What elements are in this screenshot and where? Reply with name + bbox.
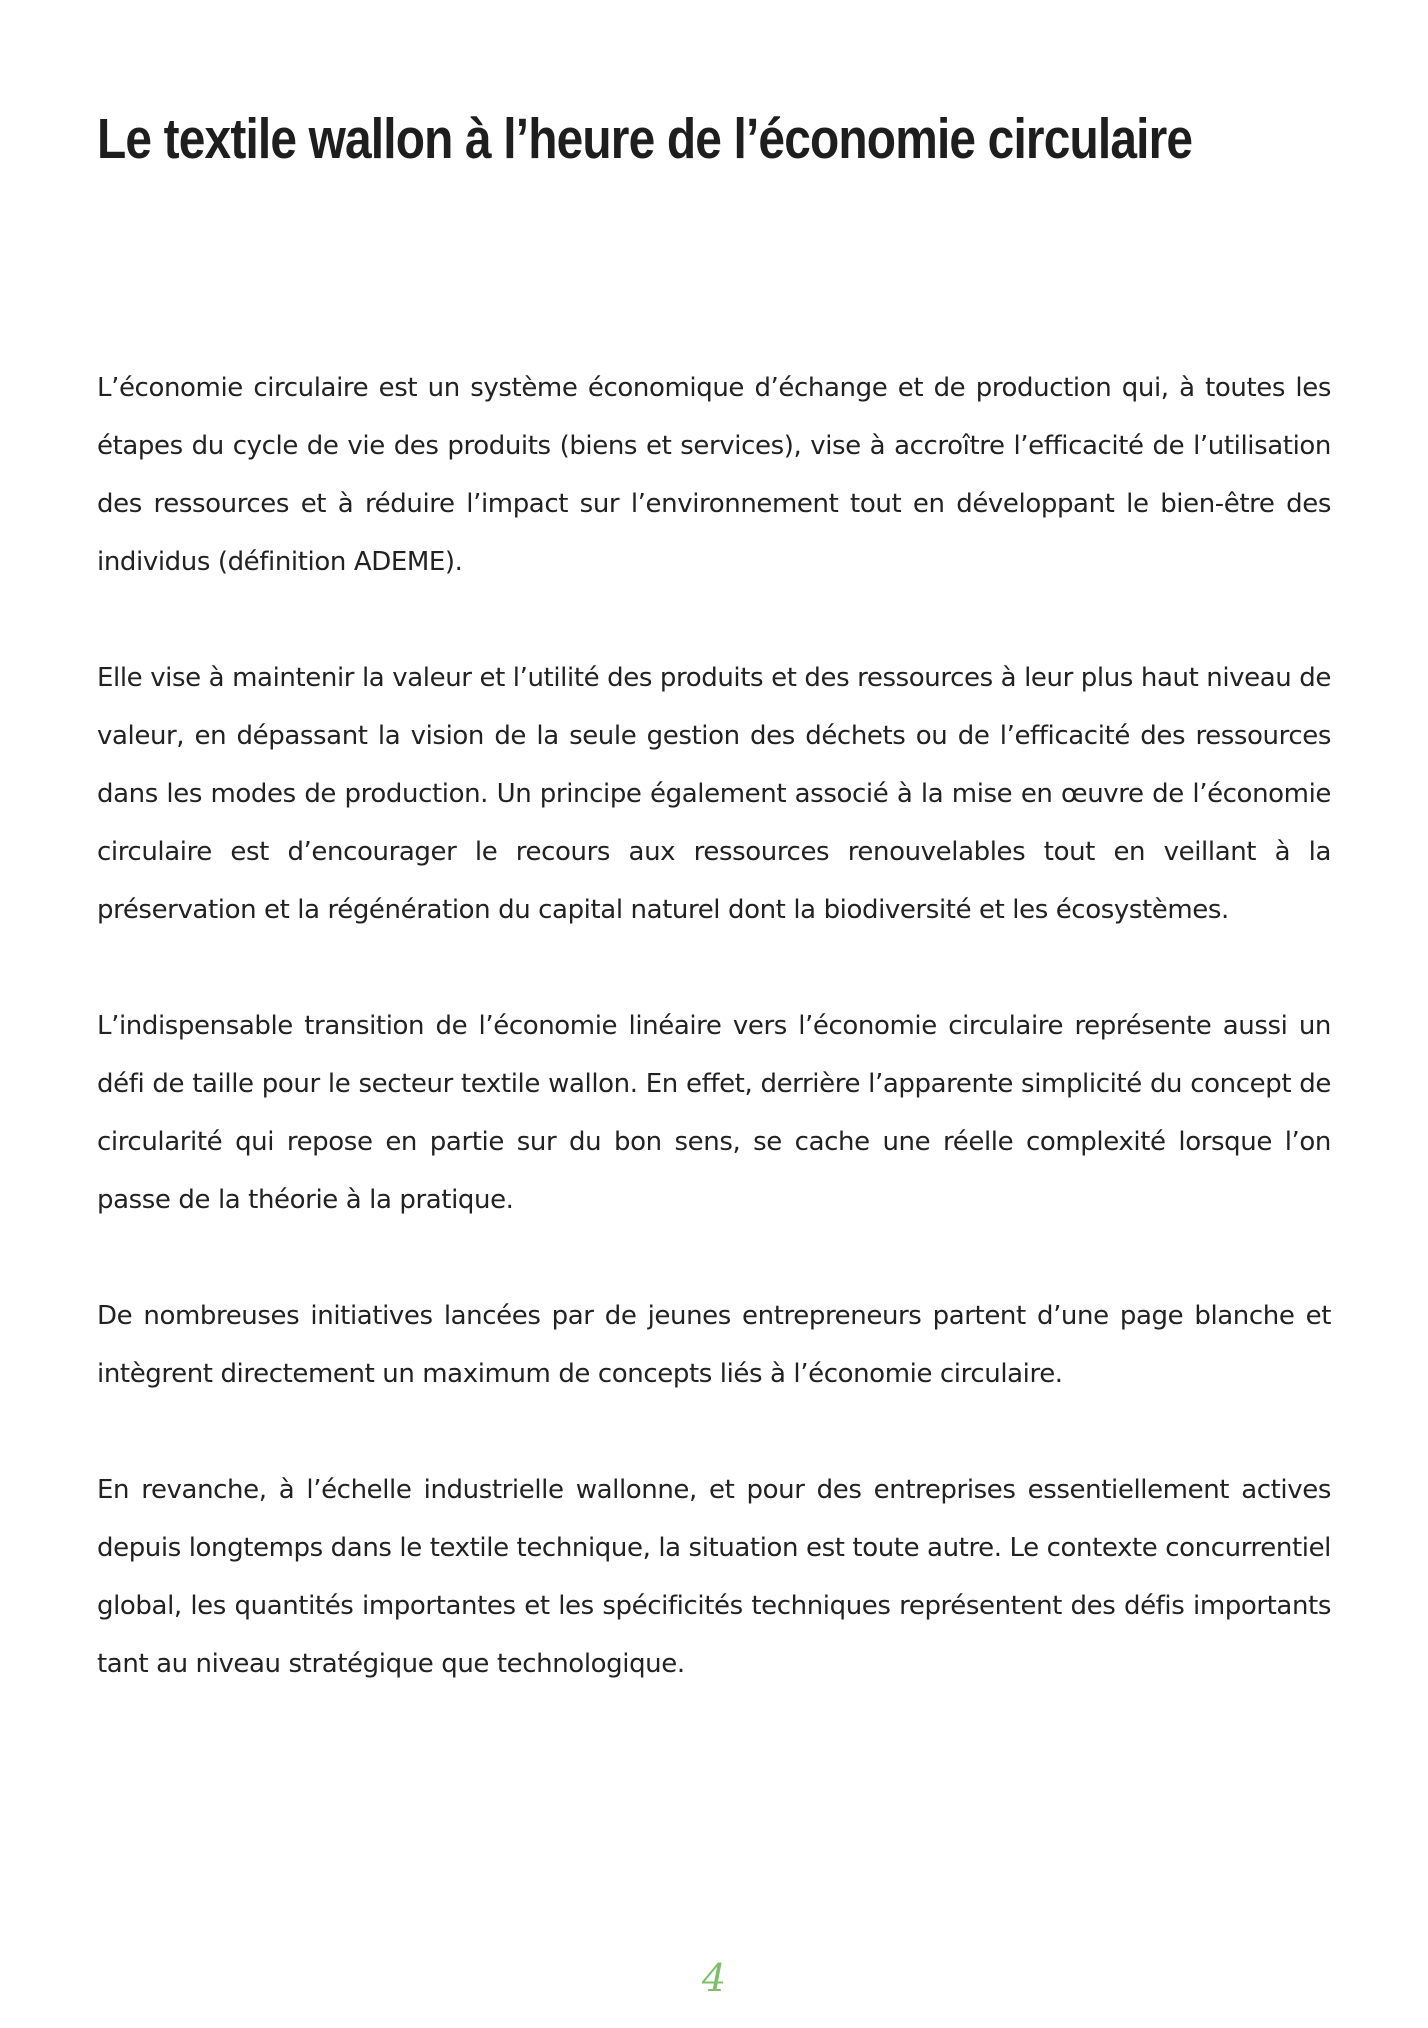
body-text (97, 359, 1331, 1751)
page-title: Le textile wallon à l’heure de l’économie circulaire (97, 107, 1193, 171)
page-number: 4 (701, 1956, 727, 2000)
paragraph-5: En revanche, à l’échelle industrielle wallonne, et pour des entreprises essentiellement actives depuis longtemps dans le textile technique, la situation est toute autre. Le contexte concurrentiel global, les quantités importantes et les spécificités techniques représentent des défis importants tant au niveau stratégique que technologique. (97, 1475, 1331, 1679)
paragraph-1: L’économie circulaire est un système économique d’échange et de production qui, à toutes les étapes du cycle de vie des produits (biens et services), vise à accroître l’efficacité de l’utilisation des ressources et à réduire l’impact sur l’environnement tout en développant le bien-être des individus (définition ADEME). (97, 373, 1331, 577)
paragraph-3: L’indispensable transition de l’économie linéaire vers l’économie circulaire représente aussi un défi de taille pour le secteur textile wallon. En effet, derrière l’apparente simplicité du concept de circularité qui repose en partie sur du bon sens, se cache une réelle complexité lorsque l’on passe de la théorie à la pratique. (97, 1011, 1331, 1215)
paragraph-4: De nombreuses initiatives lancées par de jeunes entrepreneurs partent d’une page blanche et intègrent directement un maximum de concepts liés à l’économie circulaire. (97, 1301, 1331, 1389)
paragraph-2: Elle vise à maintenir la valeur et l’utilité des produits et des ressources à leur plus haut niveau de valeur, en dépassant la vision de la seule gestion des déchets ou de l’efficacité des ressources dans les modes de production. Un principe également associé à la mise en œuvre de l’économie circulaire est d’encourager le recours aux ressources renouvelables tout en veillant à la préservation et la régénération du capital naturel dont la biodiversité et les écosystèmes. (97, 663, 1331, 925)
